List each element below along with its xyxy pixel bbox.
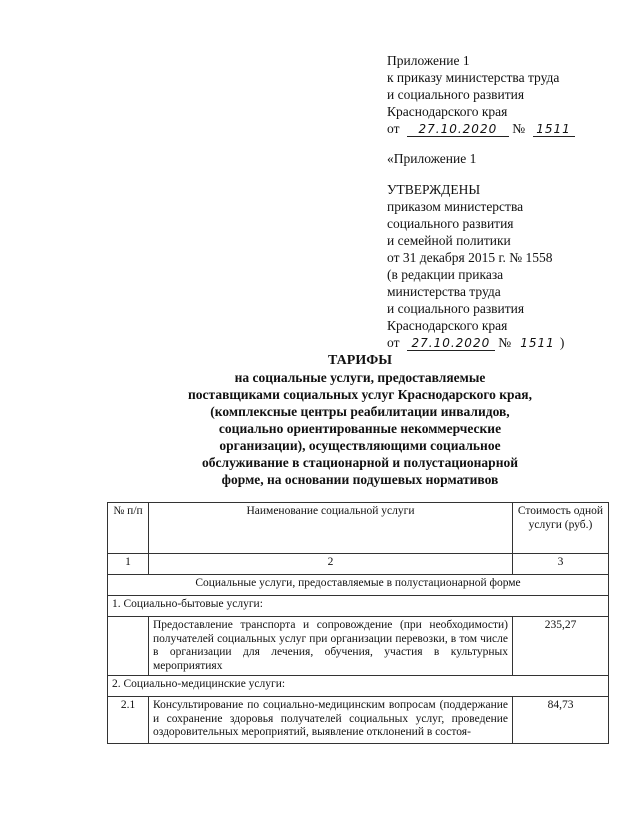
- appendix-header: [387, 52, 575, 137]
- table-group-row: [108, 676, 609, 697]
- table-header-row: [108, 503, 609, 554]
- appendix-label-block: [387, 150, 476, 167]
- index-cell: 3: [513, 554, 609, 575]
- title-line: организации), осуществляющими социальное: [219, 438, 501, 453]
- tariffs-table: [107, 502, 609, 744]
- row-cost: 235,27: [513, 617, 609, 676]
- appendix-line: Приложение 1: [387, 53, 470, 68]
- title-line: обслуживание в стационарной и полустационарной: [202, 455, 518, 470]
- row-num: 2.1: [108, 697, 149, 744]
- order-reference: [387, 120, 575, 137]
- header-num: № п/п: [108, 503, 149, 554]
- order-prefix: от: [387, 121, 400, 136]
- handwritten-order-date: 27.10.2020: [407, 336, 495, 351]
- table-section-row: [108, 575, 609, 596]
- row-num: [108, 617, 149, 676]
- title-line: на социальные услуги, предоставляемые: [234, 370, 486, 385]
- header-cost: Стоимость одной услуги (руб.): [513, 503, 609, 554]
- index-cell: 2: [149, 554, 513, 575]
- index-cell: 1: [108, 554, 149, 575]
- row-service-name: Предоставление транспорта и сопровождение (при необходимости) получателей социальных услуг при организации перевозки, в том числе в организации для лечения, обучения, участия в культурных мероприятиях: [149, 617, 513, 676]
- title-line: поставщиками социальных услуг Краснодарского края,: [188, 387, 532, 402]
- appendix-line: Краснодарского края: [387, 104, 508, 119]
- document-title: [150, 352, 570, 488]
- approved-order-reference: [387, 334, 564, 351]
- order-number-label: №: [498, 335, 512, 350]
- title-line: (комплексные центры реабилитации инвалидов,: [210, 404, 510, 419]
- order-number-label: №: [512, 121, 526, 136]
- appendix-line: и социального развития: [387, 87, 525, 102]
- approved-line: (в редакции приказа: [387, 267, 504, 282]
- order-prefix: от: [387, 335, 400, 350]
- closing-bracket: ): [559, 335, 565, 350]
- section-title: Социальные услуги, предоставляемые в полустационарной форме: [108, 575, 609, 596]
- title-line: форме, на основании подушевых нормативов: [221, 472, 499, 487]
- table-row: [108, 697, 609, 744]
- handwritten-order-number: 1511: [520, 336, 555, 350]
- approved-line: и семейной политики: [387, 233, 511, 248]
- approved-line: от 31 декабря 2015 г. № 1558: [387, 250, 553, 265]
- row-service-name: Консультирование по социально-медицинским вопросам (поддержание и сохранение здоровья получателей социальных услуг, проведение оздоровительных мероприятий, выявление отклонений в состоя-: [149, 697, 513, 744]
- title-main: ТАРИФЫ: [328, 353, 392, 368]
- appendix-label: «Приложение 1: [387, 151, 477, 166]
- group-title: 1. Социально-бытовые услуги:: [108, 596, 609, 617]
- approved-line: УТВЕРЖДЕНЫ: [387, 182, 481, 197]
- approved-line: и социального развития: [387, 301, 525, 316]
- table-group-row: [108, 596, 609, 617]
- approved-line: министерства труда: [387, 284, 501, 299]
- approved-line: Краснодарского края: [387, 318, 508, 333]
- appendix-line: к приказу министерства труда: [387, 70, 560, 85]
- approved-block: [387, 181, 564, 351]
- header-name: Наименование социальной услуги: [149, 503, 513, 554]
- handwritten-order-date: 27.10.2020: [407, 122, 509, 137]
- title-line: социально ориентированные некоммерческие: [218, 421, 502, 436]
- handwritten-order-number: 1511: [533, 122, 575, 137]
- group-title: 2. Социально-медицинские услуги:: [108, 676, 609, 697]
- approved-line: социального развития: [387, 216, 514, 231]
- row-cost: 84,73: [513, 697, 609, 744]
- table-row: [108, 617, 609, 676]
- approved-line: приказом министерства: [387, 199, 524, 214]
- table-index-row: [108, 554, 609, 575]
